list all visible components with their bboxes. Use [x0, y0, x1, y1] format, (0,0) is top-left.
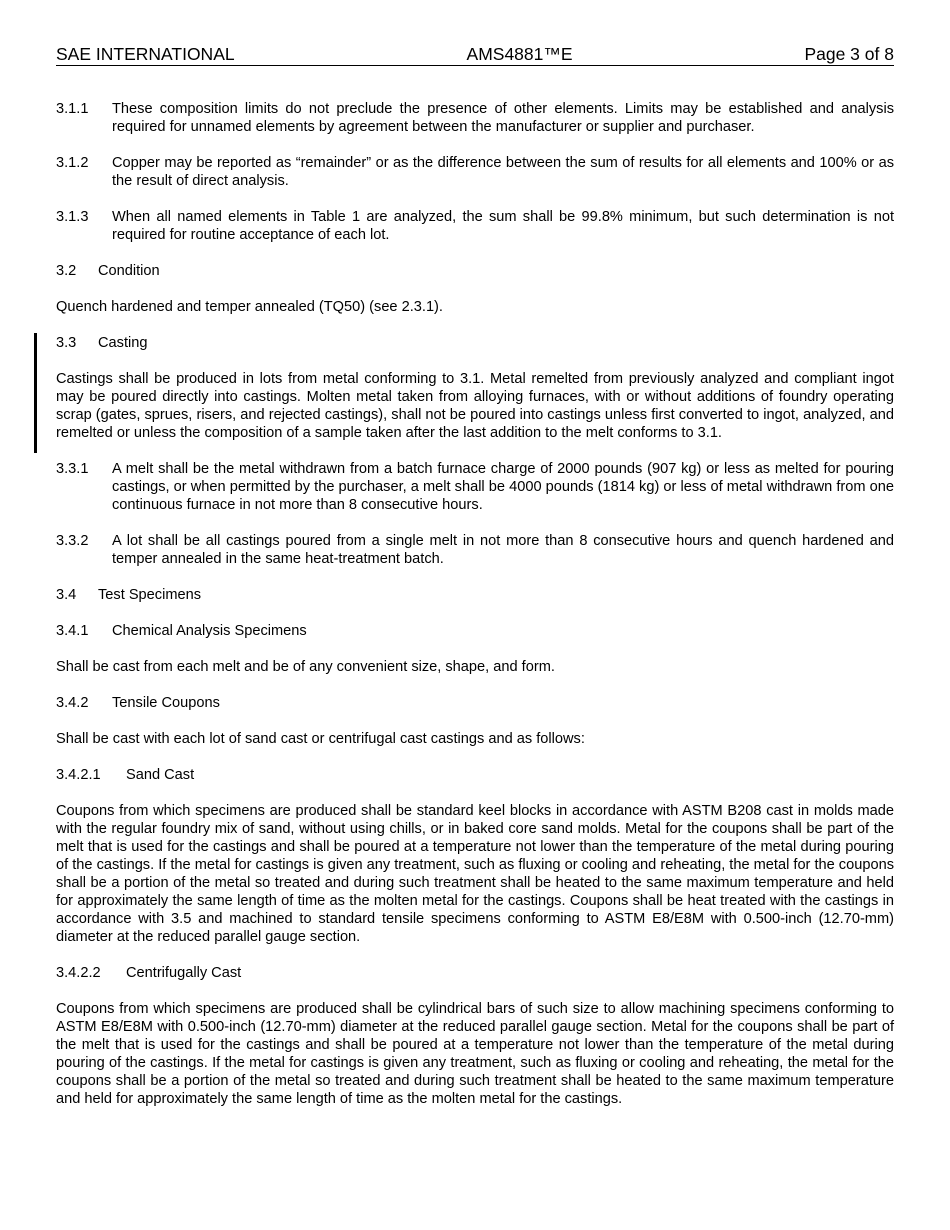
page-header — [56, 44, 894, 66]
section-3-3-text: Castings shall be produced in lots from metal conforming to 3.1. Metal remelted from previously analyzed and compliant ingot may be poured directly into castings. Molten metal taken from alloying furnaces, with or without additions of foundry operating scrap (gates, sprues, risers, and rejected castings), shall not be poured into castings unless first converted to ingot, analyzed, and remelted or unless the composition of a sample taken after the last addition to the melt conforms to 3.1. — [56, 371, 894, 441]
section-text: These composition limits do not preclude the presence of other elements. Limits may be established and analysis required for unnamed elements by agreement between the manufacturer or supplier and purchaser. — [112, 101, 894, 135]
section-3-3-1 — [56, 460, 894, 514]
section-number: 3.4.1 — [56, 623, 89, 639]
header-document-number: AMS4881™E — [466, 44, 573, 64]
section-title: Chemical Analysis Specimens — [112, 623, 307, 639]
revision-change-bar — [34, 333, 37, 453]
section-number: 3.3.2 — [56, 533, 89, 549]
section-number: 3.4.2.2 — [56, 965, 101, 981]
section-number: 3.4.2.1 — [56, 767, 101, 783]
section-number: 3.3 — [56, 335, 77, 351]
section-title: Sand Cast — [126, 767, 195, 783]
section-3-4-2-text: Shall be cast with each lot of sand cast or centrifugal cast castings and as follows: — [56, 731, 585, 747]
section-3-3-2 — [56, 532, 894, 568]
section-title: Centrifugally Cast — [126, 965, 242, 981]
section-3-3-heading — [56, 334, 894, 352]
document-body — [56, 100, 894, 1108]
section-text: A melt shall be the metal withdrawn from a batch furnace charge of 2000 pounds (907 kg) or less as melted for pouring castings, or when permitted by the purchaser, a melt shall be 4000 pounds (1814 kg) or less of metal withdrawn from one continuous furnace in not more than 8 consecutive hours. — [112, 461, 894, 513]
header-organization: SAE INTERNATIONAL — [56, 44, 235, 64]
section-title: Casting — [98, 335, 148, 351]
section-text: When all named elements in Table 1 are analyzed, the sum shall be 99.8% minimum, but such determination is not required for routine acceptance of each lot. — [112, 209, 894, 243]
section-3-1-2 — [56, 154, 894, 190]
section-number: 3.1.3 — [56, 209, 89, 225]
section-3-1-1 — [56, 100, 894, 136]
section-number: 3.2 — [56, 263, 77, 279]
section-title: Test Specimens — [98, 587, 202, 603]
section-number: 3.1.2 — [56, 155, 89, 171]
section-3-4-2-1-heading — [56, 766, 894, 784]
section-3-2-heading — [56, 262, 894, 280]
section-3-4-2-2-heading — [56, 964, 894, 982]
section-title: Condition — [98, 263, 160, 279]
section-3-2-text: Quench hardened and temper annealed (TQ50) (see 2.3.1). — [56, 299, 443, 315]
section-title: Tensile Coupons — [112, 695, 220, 711]
header-page-number: Page 3 of 8 — [804, 44, 894, 64]
section-3-4-heading — [56, 586, 894, 604]
section-number: 3.4 — [56, 587, 77, 603]
section-3-4-1-text: Shall be cast from each melt and be of any convenient size, shape, and form. — [56, 659, 555, 675]
document-page — [56, 44, 894, 1126]
section-number: 3.1.1 — [56, 101, 89, 117]
section-3-4-2-heading — [56, 694, 894, 712]
section-3-4-2-1-text: Coupons from which specimens are produced shall be standard keel blocks in accordance with ASTM B208 cast in molds made with the regular foundry mix of sand, without using chills, or in baked core sand molds. Metal for the coupons shall be part of the melt that is used for the castings and shall be poured at a temperature not lower than the temperature of the metal during pouring of the castings. If the metal for castings is given any treatment, such as fluxing or cooling and reheating, the metal for the coupons shall be a portion of the metal so treated and during such treatment shall be heated to the same maximum temperature and held for approximately the same length of time as the molten metal for the castings. Coupons shall be heat treated with the castings in accordance with 3.5 and machined to standard tensile specimens conforming to ASTM E8/E8M with 0.500-inch (12.70-mm) diameter at the reduced parallel gauge section. — [56, 803, 894, 945]
section-text: Copper may be reported as “remainder” or as the difference between the sum of results for all elements and 100% or as the result of direct analysis. — [112, 155, 894, 189]
section-number: 3.3.1 — [56, 461, 89, 477]
section-3-4-1-heading — [56, 622, 894, 640]
section-3-1-3 — [56, 208, 894, 244]
section-number: 3.4.2 — [56, 695, 89, 711]
section-3-4-2-2-text: Coupons from which specimens are produced shall be cylindrical bars of such size to allow machining specimens conforming to ASTM E8/E8M with 0.500-inch (12.70-mm) diameter at the reduced parallel gauge section. Metal for the coupons shall be part of the melt that is used for the castings and shall be poured at a temperature not lower than the temperature of the metal during pouring of the castings. If the metal for castings is given any treatment, such as fluxing or cooling and reheating, the metal for the coupons shall be a portion of the metal so treated and during such treatment shall be heated to the same maximum temperature and held for approximately the same length of time as the molten metal for the castings. — [56, 1001, 894, 1107]
section-text: A lot shall be all castings poured from a single melt in not more than 8 consecutive hours and quench hardened and temper annealed in the same heat-treatment batch. — [112, 533, 894, 567]
